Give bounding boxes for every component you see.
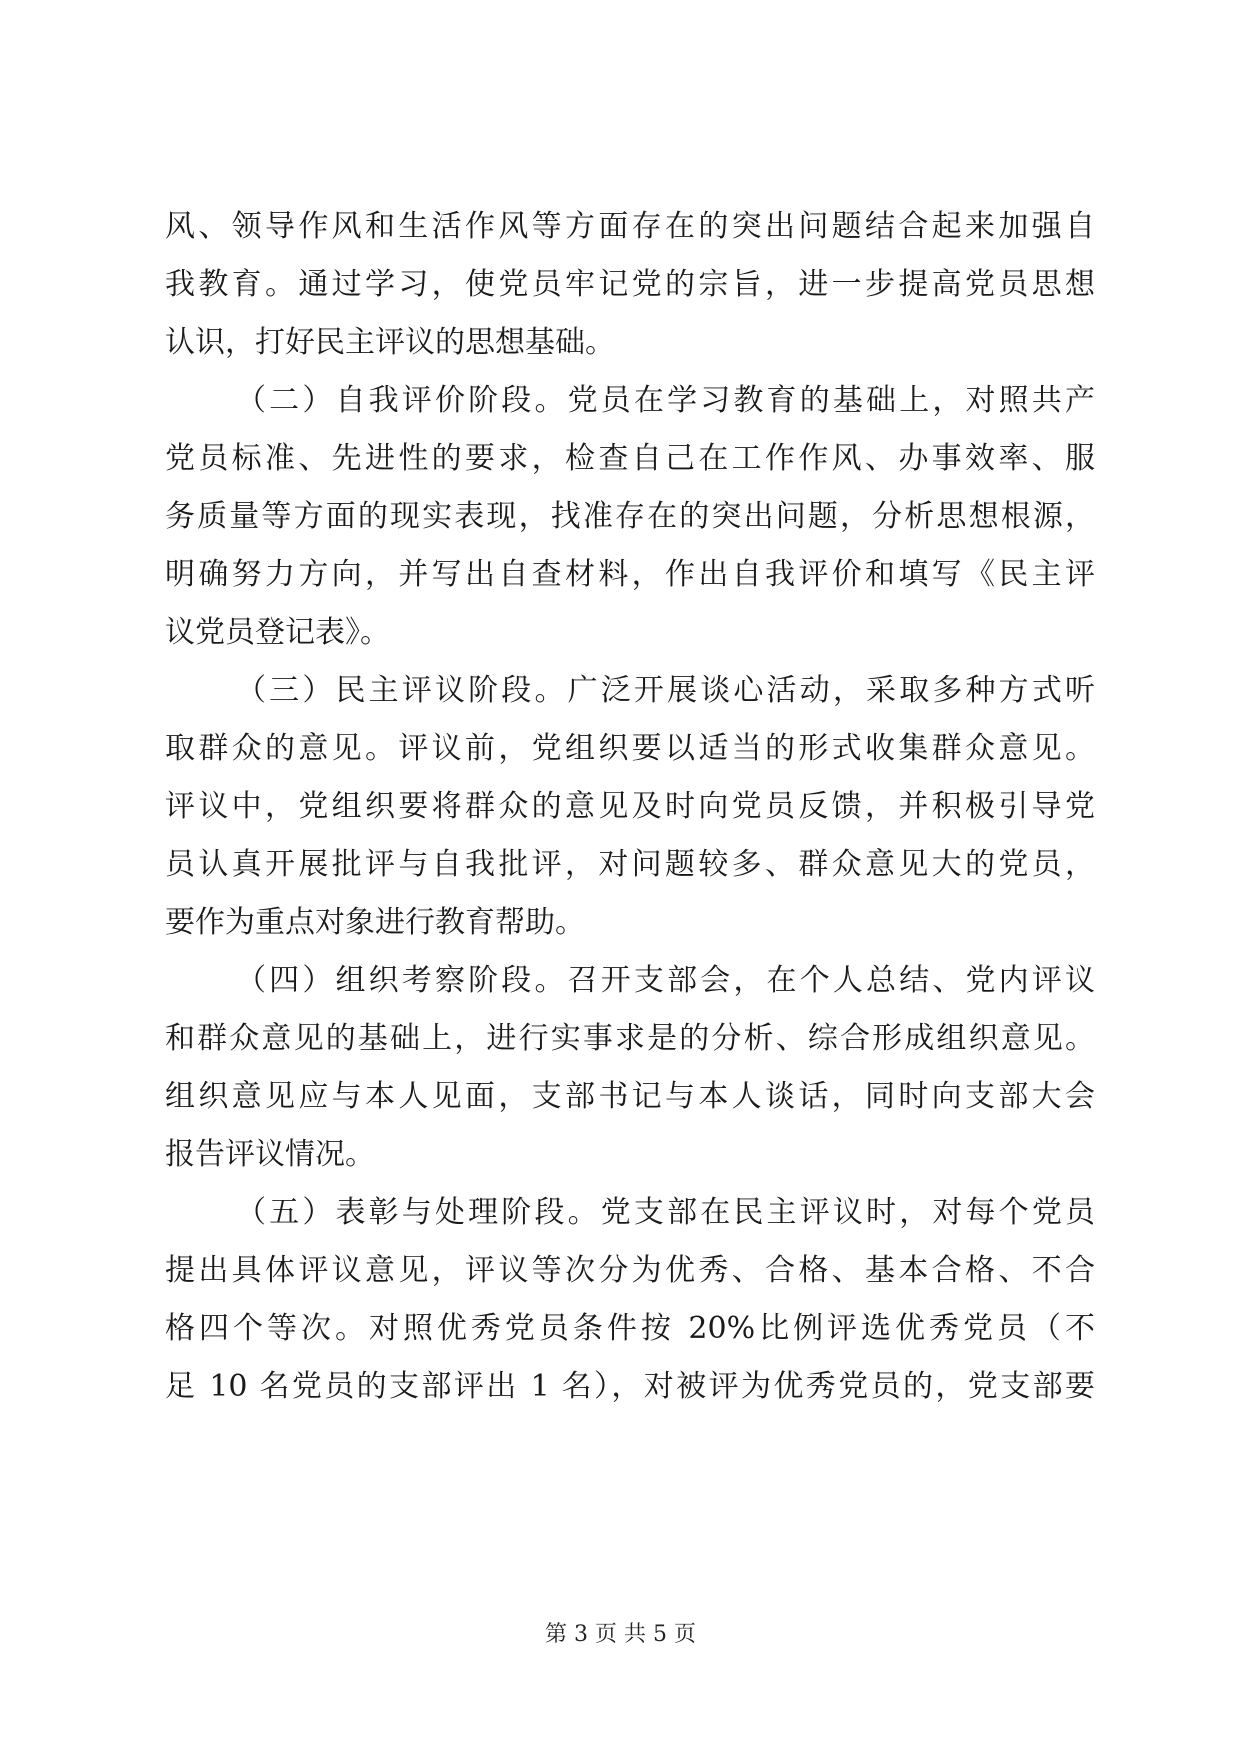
body-text-line: 取群众的意见。评议前，党组织要以适当的形式收集群众意见。: [165, 731, 1095, 766]
body-text-line: 报告评议情况。: [165, 1137, 375, 1172]
body-text-line: 提出具体评议意见，评议等次分为优秀、合格、基本合格、不合: [165, 1253, 1095, 1288]
body-text-line: 党员标准、先进性的要求，检查自己在工作作风、办事效率、服: [165, 441, 1095, 476]
body-text-line: 明确努力方向，并写出自查材料，作出自我评价和填写《民主评: [165, 557, 1095, 592]
body-text-line: 格四个等次。对照优秀党员条件按 20%比例评选优秀党员（不: [165, 1311, 1095, 1346]
section-heading-line: （四）组织考察阶段。召开支部会，在个人总结、党内评议: [236, 963, 1095, 998]
body-text-line: 和群众意见的基础上，进行实事求是的分析、综合形成组织意见。: [165, 1021, 1095, 1056]
body-text-line: 务质量等方面的现实表现，找准存在的突出问题，分析思想根源，: [165, 499, 1095, 534]
body-text-line: 要作为重点对象进行教育帮助。: [165, 905, 585, 940]
section-heading-line: （三）民主评议阶段。广泛开展谈心活动，采取多种方式听: [236, 673, 1095, 708]
body-text-line: 我教育。通过学习，使党员牢记党的宗旨，进一步提高党员思想: [165, 267, 1095, 302]
section-heading-line: （五）表彰与处理阶段。党支部在民主评议时，对每个党员: [236, 1195, 1095, 1230]
page-number-footer: 第 3 页 共 5 页: [545, 1622, 696, 1647]
body-text-line: 认识，打好民主评议的思想基础。: [165, 325, 615, 360]
body-text-line: 组织意见应与本人见面，支部书记与本人谈话，同时向支部大会: [165, 1079, 1095, 1114]
body-text-line: 足 10 名党员的支部评出 1 名），对被评为优秀党员的，党支部要: [165, 1369, 1095, 1404]
body-text-line: 员认真开展批评与自我批评，对问题较多、群众意见大的党员，: [165, 847, 1095, 882]
section-heading-line: （二）自我评价阶段。党员在学习教育的基础上，对照共产: [236, 383, 1095, 418]
body-text-line: 议党员登记表》。: [165, 615, 390, 650]
body-text-line: 风、领导作风和生活作风等方面存在的突出问题结合起来加强自: [165, 209, 1095, 244]
body-text-line: 评议中，党组织要将群众的意见及时向党员反馈，并积极引导党: [165, 789, 1095, 824]
